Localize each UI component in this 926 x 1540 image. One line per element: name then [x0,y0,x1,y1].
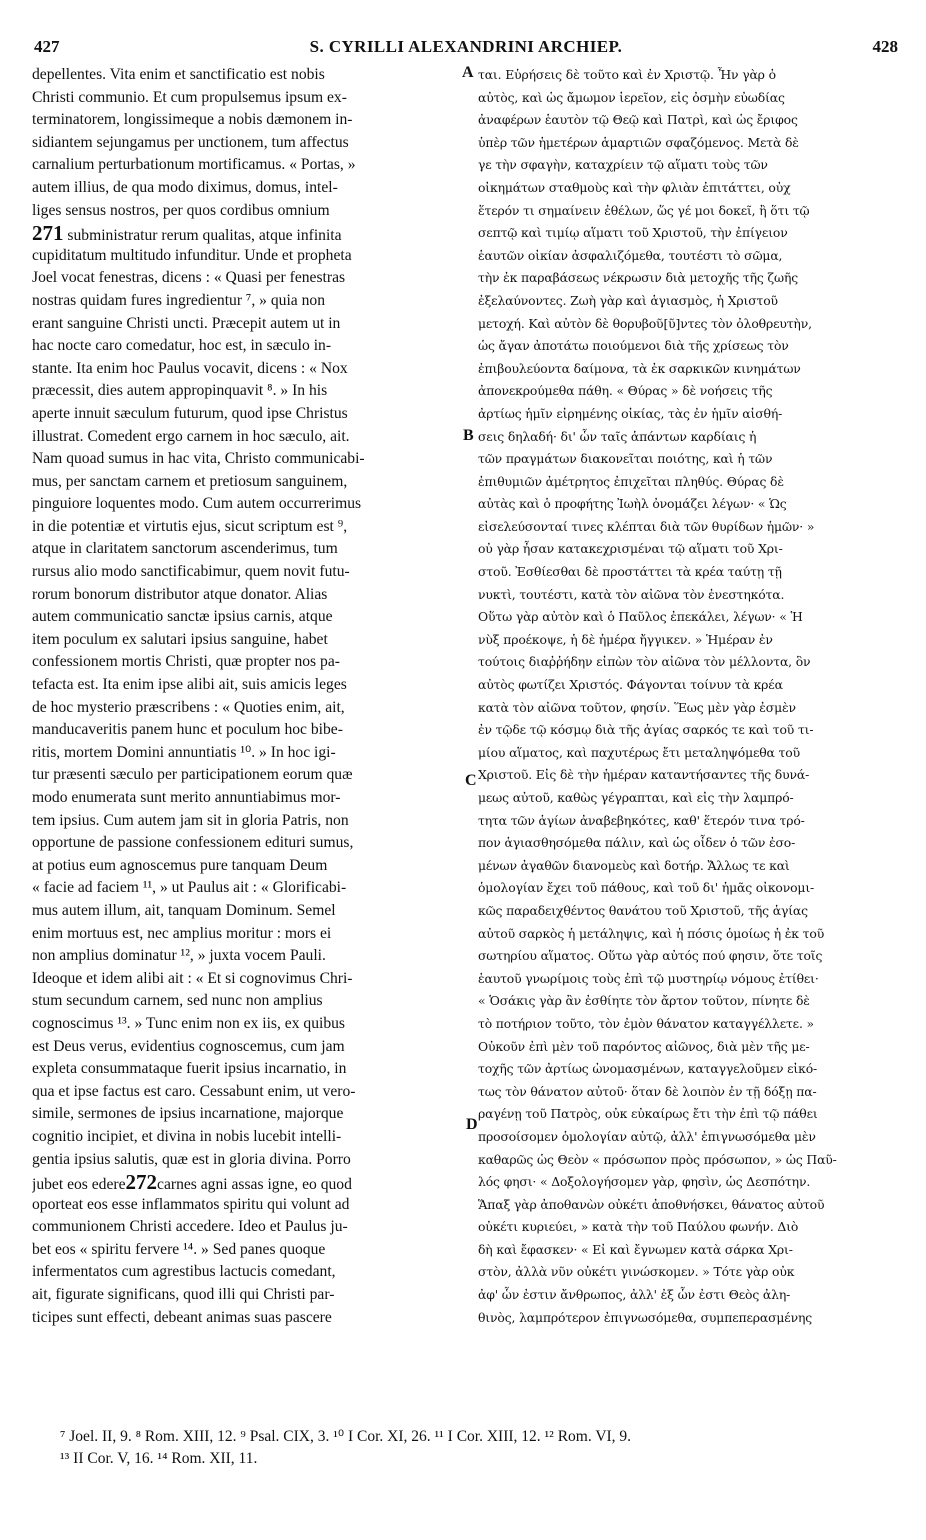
greek-text-line: ἀρτίως ἡμῖν εἰρημένης οἰκίας, τὰς ἐν ἡμῖν αἰσθή- [478,405,783,421]
latin-text-line: tem ipsius. Cum autem jam sit in gloria Patris, non [32,811,349,829]
latin-text-line: opportune de passione confessionem edituri sumus, [32,834,354,852]
greek-text-line: ἀφ' ὧν ἐστιν ἄνθρωπος, ἀλλ' ἐξ ὧν ἐστι Θεὸς ἀλη- [478,1287,791,1303]
greek-text-line: τὴν ἐκ παραβάσεως νέκρωσιν διὰ μετοχῆς τῆς ζωῆς [478,270,799,286]
latin-text-line: cupiditatum multitudo infunditur. Unde et propheta [32,246,352,264]
latin-text-segment: carnes agni assas igne, eo quod [157,1176,352,1194]
greek-text-line: ὡς ἄγαν ἀποτάτω ποιούμενοι διὰ τῆς χρίσεως τὸν [478,338,789,354]
latin-text-line: Ideoque et idem alibi ait : « Et si cognovimus Chri- [32,969,353,987]
greek-text-line: μένων ἀγαθῶν διανομεὺς καὶ δοτήρ. Ἄλλως τε καὶ [478,857,790,873]
latin-text-segment: subministratur rerum qualitas, atque infinita [67,227,342,245]
greek-text-line: δὴ καὶ ἔφασκεν· « Εἰ καὶ ἔγνωμεν κατὰ σάρκα Χρι- [478,1241,793,1257]
latin-text-line: illustrat. Comedent ergo carnem in hoc sæculo, ait. [32,427,350,445]
latin-text-line: Joel vocat fenestras, dicens : « Quasi per fenestras [32,269,346,287]
latin-text-line: qua et ipse factus est caro. Cessabunt enim, ut vero- [32,1082,356,1100]
latin-text-line: Christi communio. Et cum propulsemus ipsum ex- [32,88,347,106]
greek-text-line: πον ἁγιασθησόμεθα πάλιν, καὶ ὡς οἶδεν ὁ τῶν ἐσο- [478,835,796,851]
greek-text-line: λός φησι· « Δοξολογήσομεν γὰρ, φησὶν, ὡς Δεσπότην. [478,1174,811,1190]
greek-text-line: αὐτὰς καὶ ὁ προφήτης Ἰωὴλ ὀνομάζει λέγων· « Ὡς [478,496,787,512]
greek-text-line: ἕτερόν τι σημαίνειν ἐθέλων, ὥς γέ μοι δοκεῖ, ἢ ὅτι τῷ [478,202,810,218]
greek-text-line: τῶν πραγμάτων διακονεῖται ποιότης, καὶ ἡ τῶν [478,451,773,467]
greek-text-line: ὑπὲρ τῶν ἡμετέρων ἁμαρτιῶν σφαζόμενος. Μετὰ δὲ [478,134,799,150]
latin-text-line: gentia ipsius salutis, quæ est in gloria divina. Porro [32,1150,351,1168]
greek-text-line: κῶς παραδειχθέντος θανάτου τοῦ Χριστοῦ, τῆς ἁγίας [478,902,808,918]
latin-text-line: at potius eum agnoscemus pure tanquam Deum [32,856,328,874]
greek-text-line: τως τὸν θάνατον αὐτοῦ· ὅταν δὲ λοιπὸν ἐν τῇ δόξῃ πα- [478,1083,817,1099]
latin-text-line: mus, per sanctam carnem et pretiosum sanguinem, [32,472,348,490]
marginal-letter-b: B [463,427,474,444]
greek-text-line: κατὰ τὸν αἰῶνα τοῦτον, φησίν. Ἕως μὲν γὰρ ἐσμὲν [478,699,796,715]
latin-text-line: expleta consummataque fuerit ipsius incarnatio, in [32,1060,347,1078]
greek-text-line: αὐτὸς, καὶ ὡς ἄμωμον ἱερεῖον, εἰς ὀσμὴν εὐωδίας [478,89,785,105]
column-number-272: 272 [125,1171,158,1194]
latin-text-line: tefacta est. Ita enim ipse alibi ait, suis amicis leges [32,676,347,694]
footnotes [60,1426,910,1470]
greek-text-line: ἐπιβουλεύοντα δαίμονα, τὰ ἐκ σαρκικῶν κινημάτων [478,360,801,376]
greek-text-line: στὸν, ἀλλὰ νῦν οὐκέτι γινώσκομεν. » Τότε γὰρ οὐκ [478,1264,795,1280]
greek-text-line: οἰκημάτων σταθμοὺς καὶ τὴν φλιὰν ἐπιτάττει, οὐχ [478,179,791,195]
latin-text-line: ait, figurate significans, quod illi qui Christi par- [32,1286,335,1304]
greek-text-line: οὐκέτι κυριεύει, » κατὰ τὴν τοῦ Παύλου φωνήν. Διὸ [478,1219,799,1235]
greek-text-line: Οὐκοῦν ἐπὶ μὲν τοῦ παρόντος αἰῶνος, διὰ μὲν τῆς με- [478,1038,810,1054]
latin-text-line: ritis, mortem Domini annuntiatis ¹⁰. » In hoc igi- [32,743,336,761]
greek-text-line: αὐτοῦ σαρκὸς ἡ μετάληψις, καὶ ἡ πόσις ὁμοίως ἡ ἐκ τοῦ [478,925,825,941]
greek-text-line: θινὸς, λαμπρότερον ἐπιγνωσόμεθα, συμπεπερασμένης [478,1309,813,1325]
latin-text-line: aperte innuit sæculum futurum, quod ipse Christus [32,404,348,422]
latin-text-line: liges sensus nostros, per quos cordibus omnium [32,201,330,219]
latin-text-line: infermentatos cum agrestibus lactucis comedant, [32,1263,336,1281]
greek-text-line: σεις δηλαδή· δι' ὧν ταῖς ἁπάντων καρδίαις ἡ [478,428,757,444]
greek-text-line: ραγένῃ τοῦ Πατρὸς, οὐκ εὐκαίρως ἔτι τὴν ἐπὶ τῷ πάθει [478,1106,818,1122]
latin-text-line: item poculum ex salutari ipsius sanguine, habet [32,630,328,648]
latin-text-line [32,222,460,245]
latin-text-line: depellentes. Vita enim et sanctificatio est nobis [32,66,325,83]
latin-text-line: tur præsenti sæculo per participationem eorum quæ [32,766,353,784]
latin-text-line: autem communicatio sanctæ ipsius carnis, atque [32,608,333,626]
marginal-letter-d: D [466,1116,478,1133]
greek-text-line: μετοχή. Καὶ αὐτὸν δὲ θορυβοῦ[ῦ]ντες τὸν ὀλοθρευτὴν, [478,315,812,331]
greek-text-line: νὺξ προέκοψε, ἡ δὲ ἡμέρα ἤγγικεν. » Ἡμέραν ἐν [478,631,773,647]
greek-text-line: ται. Εὑρήσεις δὲ τοῦτο καὶ ἐν Χριστῷ. Ἦν γὰρ ὁ [478,67,776,82]
latin-text-line: cognoscimus ¹³. » Tunc enim non ex iis, ex quibus [32,1014,345,1032]
latin-text-line [32,1171,460,1194]
latin-text-line: erant sanguine Christi uncti. Præcepit autem ut in [32,314,341,332]
greek-text-line: ἀπονεκρούμεθα πάθη. « Θύρας » δὲ νοήσεις τῆς [478,383,773,399]
greek-text-line: Ἅπαξ γὰρ ἀποθανὼν οὐκέτι ἀποθνήσκει, θάνατος αὐτοῦ [478,1196,825,1212]
greek-text-line: τητα τῶν ἁγίων ἀναβεβηκότες, καθ' ἕτερόν τινα τρό- [478,812,805,828]
latin-text-line: pinguiore loquentes modo. Cum autem occurrerimus [32,495,362,513]
latin-text-line: non amplius dominatur ¹², » juxta vocem Pauli. [32,947,326,965]
latin-text-line: ticipes sunt effecti, debeant animas suas pascere [32,1308,332,1326]
latin-text-line: mus autem illum, ait, tanquam Dominum. Semel [32,901,336,919]
latin-column [32,64,460,1329]
greek-text-line: σεπτῷ καὶ τιμίῳ αἵματι τοῦ Χριστοῦ, τὴν ἐπίγειον [478,225,788,241]
latin-text-segment: jubet eos edere [32,1176,126,1194]
latin-text-line: confessionem mortis Christi, quæ propter nos pa- [32,653,340,671]
latin-text-line: autem illius, de qua modo diximus, domus, intel- [32,178,338,196]
marginal-letter-a: A [462,64,474,81]
greek-text-line: γε τὴν σφαγὴν, καταχρίειν τῷ αἵματι τοὺς τῶν [478,157,768,173]
greek-text-line: ἀναφέρων ἑαυτὸν τῷ Θεῷ καὶ Πατρὶ, καὶ ὡς ἔριφος [478,112,798,128]
greek-column [478,64,896,1329]
latin-text-line: manducaveritis panem hunc et poculum hoc bibe- [32,721,343,739]
latin-text-line: bet eos « spiritu fervere ¹⁴. » Sed panes quoque [32,1240,326,1258]
greek-text-line: ὁμολογίαν ἔχει τοῦ πάθους, καὶ τοῦ δι' ἡμᾶς οἰκονομι- [478,880,815,896]
latin-text-line: carnalium perturbationum mortificamus. « Portas, » [32,156,356,174]
latin-text-line: « facie ad faciem ¹¹, » ut Paulus ait : « Glorificabi- [32,879,347,897]
greek-text-line: ἐπιθυμιῶν ἀμέτρητος ἐπιχεῖται πληθύς. Θύρας δὲ [478,473,784,489]
greek-text-line: εἰσελεύσονταί τινες κλέπται διὰ τῶν θυρίδων ἡμῶν· » [478,518,815,534]
greek-text-line: ἑαυτοῦ γνωρίμοις τοὺς ἐπὶ τῷ μυστηρίῳ νόμους ἐτίθει· [478,970,819,986]
latin-text-line: stum secundum carnem, sed nunc non amplius [32,992,323,1010]
latin-text-line: enim mortuus est, nec amplius moritur : mors ei [32,924,332,942]
greek-text-line: τοχῆς τῶν ἀρτίως ὠνομασμένων, καταγγελοῦμεν εἰκό- [478,1061,818,1077]
latin-text-line: communionem Christi accedere. Ideo et Paulus ju- [32,1218,348,1236]
latin-text-line: rorum bonorum distributor atque donator. Alias [32,585,328,603]
column-number-271: 271 [32,222,64,245]
greek-text-line: οὐ γὰρ ἦσαν κατακεχρισμέναι τῷ αἵματι τοῦ Χρι- [478,541,783,557]
latin-text-line: oporteat eos esse inflammatos spiritu qui volunt ad [32,1195,350,1213]
running-header [34,34,898,60]
latin-text-line: atque in claritatem sanctorum ascenderimus, tum [32,540,338,558]
latin-text-line: est Deus verus, evidentius cognoscemus, cum jam [32,1037,345,1055]
latin-text-line: cognitio incipiet, et divina in nobis lucebit intelli- [32,1127,342,1145]
latin-text-line: præcessit, dies autem appropinquavit ⁸. » In his [32,382,328,400]
greek-text-line: στοῦ. Ἐσθίεσθαι δὲ προστάττει τὰ κρέα ταύτῃ τῇ [478,564,782,580]
greek-text-line: προσοίσομεν ὁμολογίαν αὐτῷ, ἀλλ' ἐπιγνωσόμεθα μὲν [478,1128,816,1144]
greek-text-line: καθαρῶς ὡς Θεὸν « πρόσωπον πρὸς πρόσωπον, » ὡς Παῦ- [478,1151,837,1167]
right-page-number: 428 [872,37,898,56]
greek-text-line: ἐν τῷδε τῷ κόσμῳ διὰ τῆς ἁγίας σαρκός τε καὶ τοῦ τι- [478,722,814,738]
latin-text-line: terminatorem, longissimeque a nobis dæmonem in- [32,111,353,129]
greek-text-line: τὸ ποτήριον τοῦτο, τὸν ἐμὸν θάνατον καταγγέλλετε. » [478,1015,814,1031]
footnote-line: ⁷ Joel. II, 9. ⁸ Rom. XIII, 12. ⁹ Psal. CIX, 3. ¹⁰ I Cor. XI, 26. ¹¹ I Cor. XIII, 12. ¹² Rom. VI, 9. [60,1428,632,1445]
latin-text-line: de hoc mysterio præscribens : « Quoties enim, ait, [32,698,345,716]
greek-text-line: ἐξελαύνοντες. Ζωὴ γὰρ καὶ ἁγιασμὸς, ἡ Χριστοῦ [478,292,778,308]
left-page-number: 427 [34,37,60,56]
running-title: S. CYRILLI ALEXANDRINI ARCHIEP. [309,37,623,56]
greek-text-line: σωτηρίου αἵματος. Οὕτω γὰρ αὐτός πού φησιν, ὅτε τοῖς [478,948,823,964]
latin-text-line: in die potentiæ et virtutis ejus, sicut scriptum est ⁹, [32,517,348,535]
marginal-letter-c: C [465,772,477,789]
latin-text-line: hac nocte caro comedatur, hoc est, in sæculo in- [32,337,332,355]
greek-text-line: Οὕτω γὰρ αὐτὸν καὶ ὁ Παῦλος ἐπεκάλει, λέγων· « Ἡ [478,609,803,625]
greek-text-line: Χριστοῦ. Εἰς δὲ τὴν ἡμέραν καταντήσαντες τῆς δυνά- [478,767,810,783]
latin-text-line: Nam quoad sumus in hac vita, Christo communicabi- [32,450,365,468]
latin-text-line: nostras quidam fures ingredientur ⁷, » quia non [32,291,325,309]
greek-text-line: αὐτὸς φωτίζει Χριστός. Φάγονται τοίνυν τὰ κρέα [478,677,783,693]
greek-text-line: ἑαυτῶν οἰκίαν ἀσφαλιζόμεθα, τουτέστι τὸ σῶμα, [478,247,783,263]
greek-text-line: νυκτὶ, τουτέστι, κατὰ τὸν αἰῶνα τὸν ἐνεστηκότα. [478,586,785,602]
latin-text-line: rursus alio modo sanctificabimur, quem novit futu- [32,563,350,581]
greek-text-line: « Ὁσάκις γὰρ ἂν ἐσθίητε τὸν ἄρτον τοῦτον, πίνητε δὲ [478,993,810,1009]
latin-text-line: simile, sermones de ipsius incarnatione, majorque [32,1105,344,1123]
latin-text-line: sidiantem sejungamus per unctionem, tum affectus [32,133,349,151]
greek-text-line: μεως αὐτοῦ, καθὼς γέγραπται, καὶ εἰς τὴν λαμπρό- [478,790,794,805]
footnote-line: ¹³ II Cor. V, 16. ¹⁴ Rom. XII, 11. [60,1450,258,1467]
greek-text-line: τούτοις διαῤῥήδην εἰπὼν τὸν αἰῶνα τὸν μέλλοντα, ὃν [478,654,811,670]
greek-text-line: μίου αἵματος, καὶ παχυτέρως ἔτι μεταληψόμεθα τοῦ [478,744,800,760]
latin-text-line: stante. Ita enim hoc Paulus vocavit, dicens : « Nox [32,359,348,377]
latin-text-line: modo enumerata sunt merito annuntiabimus mor- [32,789,341,806]
